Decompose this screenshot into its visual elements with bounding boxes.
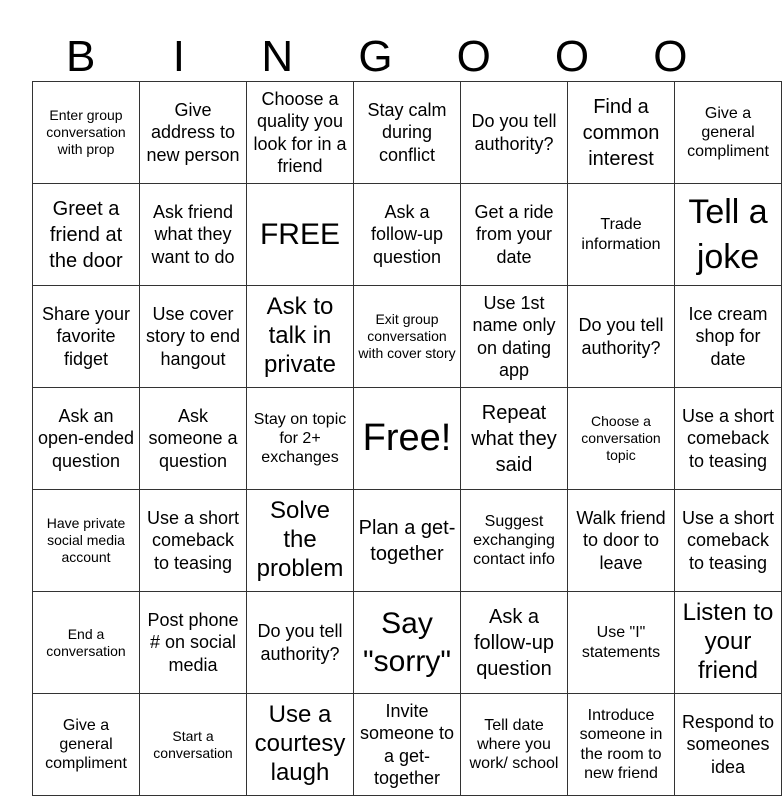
header-letter-o2: O xyxy=(554,32,591,81)
bingo-cell[interactable]: Share your favorite fidget xyxy=(33,286,140,388)
bingo-cell[interactable]: Ask to talk in private xyxy=(247,286,354,388)
bingo-cell[interactable]: Use 1st name only on dating app xyxy=(461,286,568,388)
board-row xyxy=(33,694,782,796)
bingo-cell[interactable]: Use a short comeback to teasing xyxy=(140,490,247,592)
bingo-cell[interactable]: End a conversation xyxy=(33,592,140,694)
free-cell[interactable]: FREE xyxy=(247,184,354,286)
bingo-cell[interactable]: Do you tell authority? xyxy=(568,286,675,388)
bingo-cell[interactable]: Repeat what they said xyxy=(461,388,568,490)
bingo-cell[interactable]: Exit group conversation with cover story xyxy=(354,286,461,388)
bingo-cell[interactable]: Ask an open-ended question xyxy=(33,388,140,490)
board-row xyxy=(33,490,782,592)
board-row xyxy=(33,286,782,388)
bingo-cell[interactable]: Find a common interest xyxy=(568,82,675,184)
bingo-cell[interactable]: Have private social media account xyxy=(33,490,140,592)
bingo-cell[interactable]: Stay calm during conflict xyxy=(354,82,461,184)
bingo-cell[interactable]: Ask a follow-up question xyxy=(461,592,568,694)
bingo-cell[interactable]: Say "sorry" xyxy=(354,592,461,694)
bingo-cell[interactable]: Walk friend to door to leave xyxy=(568,490,675,592)
header-letter-b: B xyxy=(65,32,97,81)
bingo-cell[interactable]: Do you tell authority? xyxy=(461,82,568,184)
bingo-cell[interactable]: Tell a joke xyxy=(675,184,782,286)
header-letter-i: I xyxy=(172,32,187,81)
bingo-cell[interactable]: Listen to your friend xyxy=(675,592,782,694)
bingo-header xyxy=(32,32,720,82)
bingo-cell[interactable]: Get a ride from your date xyxy=(461,184,568,286)
bingo-cell[interactable]: Use a short comeback to teasing xyxy=(675,490,782,592)
bingo-cell[interactable]: Choose a quality you look for in a friend xyxy=(247,82,354,184)
bingo-cell[interactable]: Solve the problem xyxy=(247,490,354,592)
bingo-cell[interactable]: Ask someone a question xyxy=(140,388,247,490)
bingo-cell[interactable]: Suggest exchanging contact info xyxy=(461,490,568,592)
bingo-cell[interactable]: Do you tell authority? xyxy=(247,592,354,694)
bingo-cell[interactable]: Plan a get-together xyxy=(354,490,461,592)
bingo-cell[interactable]: Post phone # on social media xyxy=(140,592,247,694)
bingo-board xyxy=(32,81,782,796)
board-row xyxy=(33,184,782,286)
bingo-cell[interactable]: Give address to new person xyxy=(140,82,247,184)
bingo-cell[interactable]: Introduce someone in the room to new friend xyxy=(568,694,675,796)
bingo-cell[interactable]: Greet a friend at the door xyxy=(33,184,140,286)
header-letter-o: O xyxy=(456,32,492,81)
bingo-cell[interactable]: Use cover story to end hangout xyxy=(140,286,247,388)
header-letter-o3: O xyxy=(653,32,689,81)
bingo-cell[interactable]: Enter group conversation with prop xyxy=(33,82,140,184)
bingo-cell[interactable]: Give a general compliment xyxy=(675,82,782,184)
header-letter-g: G xyxy=(358,32,394,81)
bingo-cell[interactable]: Trade information xyxy=(568,184,675,286)
board-row xyxy=(33,82,782,184)
board-row xyxy=(33,388,782,490)
bingo-cell[interactable]: Respond to someones idea xyxy=(675,694,782,796)
bingo-cell[interactable]: Choose a conversation topic xyxy=(568,388,675,490)
board-row xyxy=(33,592,782,694)
bingo-cell[interactable]: Ask friend what they want to do xyxy=(140,184,247,286)
bingo-cell[interactable]: Invite someone to a get-together xyxy=(354,694,461,796)
header-letter-n: N xyxy=(261,32,295,81)
free-cell[interactable]: Free! xyxy=(354,388,461,490)
bingo-cell[interactable]: Ice cream shop for date xyxy=(675,286,782,388)
bingo-cell[interactable]: Ask a follow-up question xyxy=(354,184,461,286)
bingo-cell[interactable]: Give a general compliment xyxy=(33,694,140,796)
bingo-cell[interactable]: Use a courtesy laugh xyxy=(247,694,354,796)
bingo-cell[interactable]: Use a short comeback to teasing xyxy=(675,388,782,490)
bingo-cell[interactable]: Start a conversation xyxy=(140,694,247,796)
bingo-cell[interactable]: Stay on topic for 2+ exchanges xyxy=(247,388,354,490)
bingo-cell[interactable]: Use "I" statements xyxy=(568,592,675,694)
bingo-cell[interactable]: Tell date where you work/ school xyxy=(461,694,568,796)
